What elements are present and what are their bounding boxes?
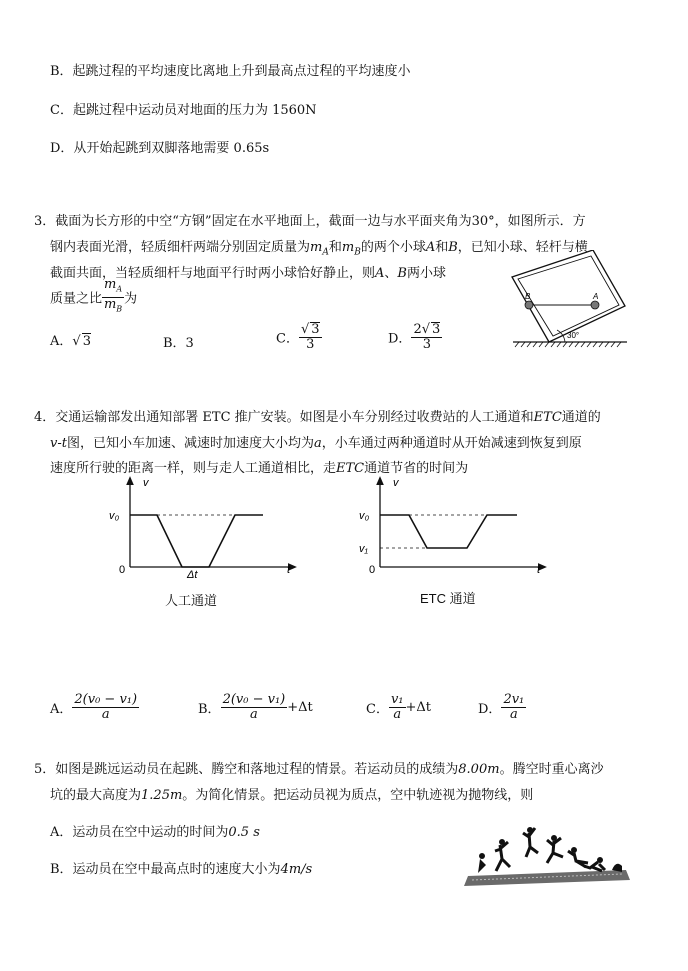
q4-opt-b-den: a [250, 707, 258, 722]
t-label: t [537, 564, 541, 576]
q5-opt-a-text: A．运动员在空中运动的时间为 [50, 825, 229, 840]
q5-line1 [34, 758, 604, 777]
q4-line1-end: 通道的 [561, 410, 601, 425]
q3-and: 和 [328, 240, 342, 255]
ball-a [591, 301, 599, 309]
q2-option-d: D．从开始起跳到双脚落地需要 0.65s [50, 141, 270, 156]
q4-opt-a-den: a [101, 707, 110, 722]
q5-option-a [50, 821, 260, 840]
q4-opt-c-label: C． [366, 702, 389, 717]
q5-line1-end: 。腾空时重心离沙 [499, 762, 604, 777]
q4-line1-etc: ETC [533, 410, 562, 425]
q4-graph2-caption: ETC 通道 [420, 591, 476, 606]
ball-b [525, 301, 533, 309]
q4-opt-b-label: B． [198, 702, 221, 717]
q3-ma: m [310, 240, 323, 255]
q3-opt-d-num: 3 [432, 322, 441, 337]
t-label: t [287, 564, 291, 576]
v0-label: v₀ [109, 510, 120, 522]
q3-line2-end: ，已知小球、轻杆与横 [457, 240, 588, 255]
q3-opt-c-num: 3 [311, 322, 320, 337]
q3-mb-sub: B [354, 247, 361, 258]
q2-option-b: B．起跳过程的平均速度比离地上升到最高点过程的平均速度小 [50, 64, 411, 79]
q4-vt: v-t [50, 436, 67, 451]
athlete-silhouettes [476, 827, 622, 873]
v-label: v [393, 477, 399, 489]
q4-option-d [478, 693, 526, 722]
q4-opt-b-tail: +Δt [287, 700, 313, 715]
q3-opt-d-coef: 2 [413, 322, 422, 337]
vt-curve-manual [130, 515, 263, 567]
q3-mb: m [341, 240, 355, 255]
q3-ma-sub: A [322, 247, 329, 258]
q3-line3-text: 截面共面，当轻质细杆与地面平行时两小球恰好静止，则 [50, 266, 376, 281]
q4-line3-etc: ETC [336, 461, 365, 476]
q3-line1: 3．截面为长方形的中空“方钢”固定在水平地面上，截面一边与水平面夹角为30°，如图所示．方 [34, 214, 586, 229]
label-b: B [525, 292, 531, 301]
q5-height: 1.25m [141, 788, 183, 803]
origin-label: 0 [369, 564, 376, 576]
q3-line3-b: B [397, 266, 407, 281]
q3-ball-b: B [448, 240, 458, 255]
q4-line2 [50, 432, 582, 451]
q4-opt-d-den: a [509, 707, 518, 722]
dt-label: Δt [187, 569, 198, 580]
q3-opt-c-den: 3 [306, 337, 315, 352]
q3-ratio-num: m [104, 277, 117, 292]
q3-opt-a-val: 3 [82, 334, 91, 349]
q4-opt-d-num: 2v₁ [503, 692, 525, 707]
q5-line1-text: 5．如图是跳远运动员在起跳、腾空和落地过程的情景。若运动员的成绩为 [34, 762, 459, 777]
q3-line4 [50, 278, 137, 316]
q5-opt-b-text: B．运动员在空中最高点时的速度大小为 [50, 862, 281, 877]
q4-line3-end: 通道节省的时间为 [364, 461, 469, 476]
q4-opt-d-label: D． [478, 702, 502, 717]
q4-opt-b-num: 2(v₀ − v₁) [222, 692, 286, 707]
q3-figure-square-tube [505, 250, 640, 355]
q5-opt-b-val: 4m/s [280, 862, 313, 877]
runway-sand-pit [464, 870, 630, 886]
q4-line3 [50, 457, 468, 476]
q3-line4-text: 质量之比 [50, 291, 103, 307]
v0-label: v₀ [359, 510, 370, 522]
v-label: v [143, 477, 149, 489]
q3-ratio-num-sub: A [116, 284, 123, 294]
q3-opt-d-den: 3 [422, 337, 431, 352]
q3-he: 和 [435, 240, 449, 255]
q3-opt-c-label: C． [276, 331, 299, 347]
q4-line2-b: ，小车通过两种通道时从开始减速到恢复到原 [321, 436, 582, 451]
q4-graph-manual-lane [105, 475, 300, 580]
q3-line4-end: 为 [124, 291, 138, 307]
q4-graph-etc-lane [355, 475, 550, 580]
q4-opt-c-den: a [393, 707, 402, 722]
vt-curve-etc [380, 515, 517, 548]
q4-opt-a-label: A． [50, 702, 73, 717]
q5-line2-text: 坑的最大高度为 [50, 788, 142, 803]
q4-line3-text: 速度所行驶的距离一样，则与走人工通道相比，走 [50, 461, 337, 476]
q4-option-b [198, 693, 313, 722]
ground-hatch [513, 342, 627, 347]
q4-graph1-caption: 人工通道 [165, 593, 218, 608]
q4-option-a [50, 693, 139, 722]
q3-option-b: B．3 [163, 336, 194, 351]
q4-line1-text: 4．交通运输部发出通知部署 ETC 推广安装。如图是小车分别经过收费站的人工通道和 [34, 410, 534, 425]
q5-line2-end: 。为简化情景。把运动员视为质点，空中轨迹视为抛物线，则 [182, 788, 534, 803]
q2-option-c: C．起跳过程中运动员对地面的压力为 1560N [50, 103, 317, 118]
q3-option-a: A．√ 3 [50, 334, 91, 349]
q3-ball-a: A [425, 240, 436, 255]
angle-label: 30° [567, 331, 580, 340]
q5-line2 [50, 784, 533, 803]
q3-line3-a: A [375, 266, 385, 281]
q4-line2-a: 图，已知小车加速、减速时加速度大小均为 [66, 436, 314, 451]
q3-opt-d-label: D． [388, 331, 412, 347]
q3-option-c: C． $\frac{√ 3}{3}$ [276, 322, 320, 352]
q5-opt-a-val: 0.5 s [228, 825, 260, 840]
q4-line1 [34, 406, 601, 425]
q3-opt-a-label: A． [50, 334, 73, 349]
q4-var-a: a [313, 436, 322, 451]
q3-line2-text: 钢内表面光滑，轻质细杆两端分别固定质量为 [50, 240, 311, 255]
q3-line3-sep: 、 [384, 266, 398, 281]
q4-opt-a-num: 2(v₀ − v₁) [74, 692, 138, 707]
q3-ratio-den-sub: B [116, 304, 123, 314]
q3-option-d: D． $\frac{2√ 3}{3}$ [388, 322, 441, 352]
q5-distance: 8.00m [458, 762, 500, 777]
q4-option-c [366, 693, 431, 722]
origin-label: 0 [119, 564, 126, 576]
q5-option-b [50, 858, 312, 877]
q3-line3-end: 两小球 [406, 266, 446, 281]
q4-opt-c-num: v₁ [390, 692, 404, 707]
label-a: A [593, 292, 599, 301]
v1-label: v₁ [359, 543, 368, 555]
q5-long-jump-figure [462, 820, 632, 888]
q3-mass-ratio [102, 278, 124, 316]
q3-ratio-den: m [103, 296, 117, 312]
q3-line2-post: 的两个小球 [360, 240, 426, 255]
q4-opt-c-tail: +Δt [405, 700, 432, 715]
